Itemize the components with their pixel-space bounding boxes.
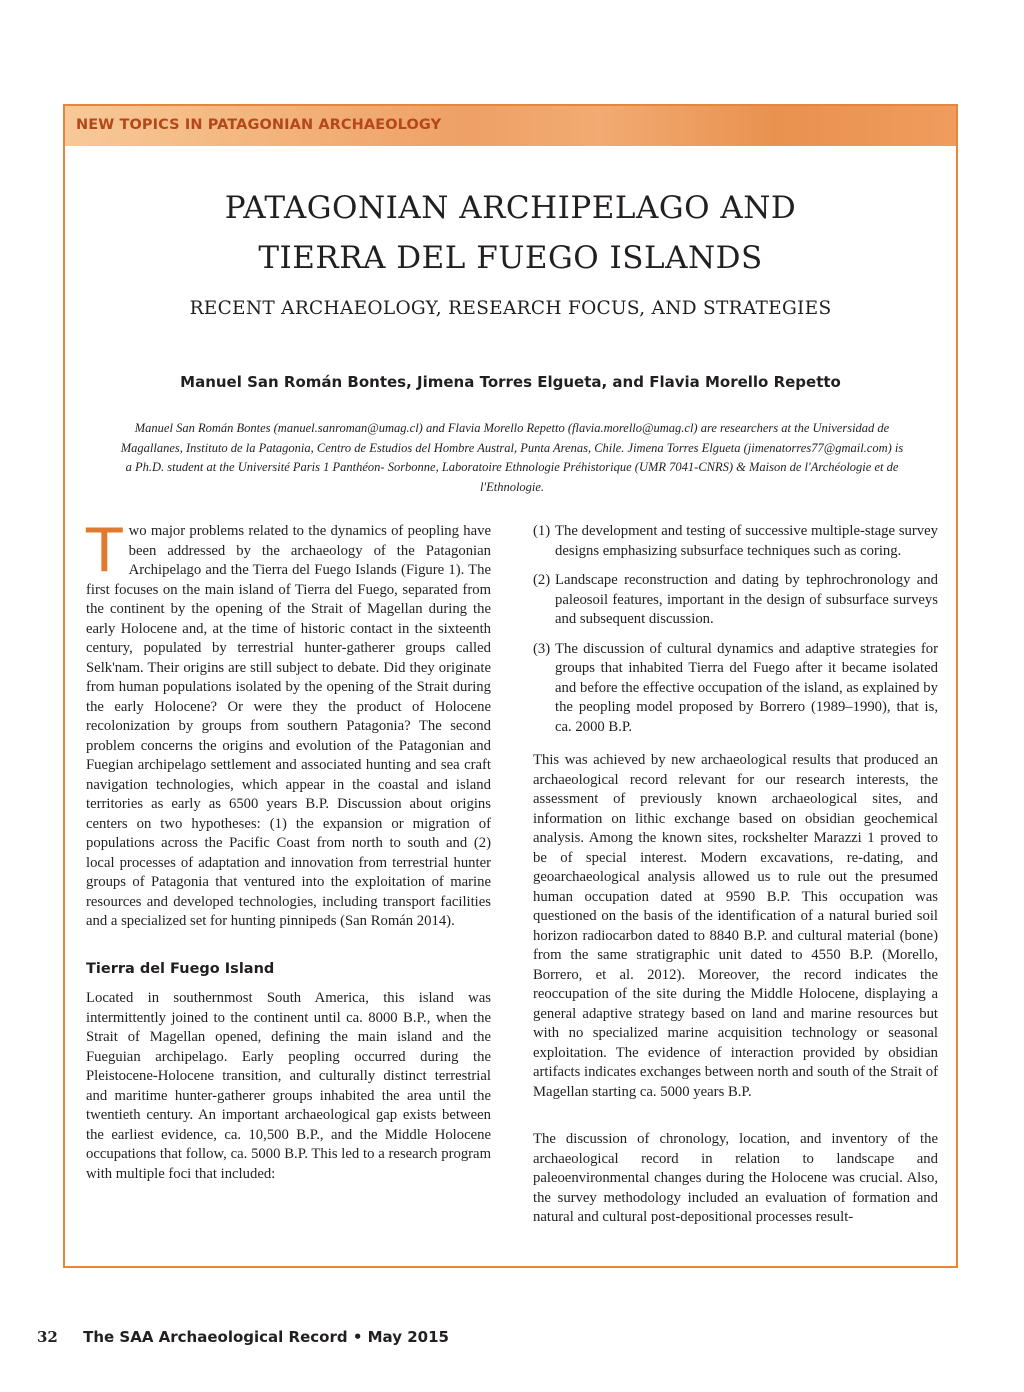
author-affiliation: Manuel San Román Bontes (manuel.sanroman@umag.cl) and Flavia Morello Repetto (flavia.morello@umag.cl) are researchers at the Universidad de Magallanes, Instituto de la Patagonia, Centro de Estudios del Hombre Austral, Punta Arenas, Chile. Jimena Torres Elgueta (jimenatorres77@gmail.com) is a Ph.D. student at the Université Paris 1 Panthéon- Sorbonne, Laboratoire Ethnologie Préhistorique (UMR 7041-CNRS) & Maison de l'Archéologie et de l'Ethnologie. bbox=[120, 421, 904, 494]
list-item-text: The development and testing of successive multiple-stage survey designs emphasizing subsurface techniques such as coring. bbox=[555, 523, 938, 559]
drop-cap: T bbox=[86, 516, 123, 586]
article-title-line-2: TIERRA DEL FUEGO ISLANDS bbox=[258, 240, 763, 276]
body-paragraph: The discussion of chronology, location, and inventory of the archaeological record in relation to landscape and paleoenvironmental changes during the Holocene was crucial. Also, the survey methodology included an evaluation of formation and natural and cultural post-depositional processes result- bbox=[533, 1131, 938, 1225]
body-paragraph: This was achieved by new archaeological results that produced an archaeological record relevant for our research interests, the assessment of previously known archaeological sites, and information on lithic exchange based on obsidian geochemical analysis. Among the known sites, rockshelter Marazzi 1 proved to be of special interest. Modern excavations, re-dating, and geoarchaeological analysis allowed us to rule out the presumed human occupation dated at 9590 B.P. This occupation was questioned on the basis of the identification of a natural buried soil horizon radiocarbon dated to 8840 B.P. and cultural material (bone) from the same stratigraphic unit dated to 4550 B.P. (Morello, Borrero, et al. 2012). Moreover, the record indicates the reoccupation of the site during the Middle Holocene, displaying a general adaptive strategy based on land and marine resources but with no specialized marine acquisition technology or seasonal exploitation. The evidence of interaction provided by obsidian artifacts indicates exchanges between north and south of the Strait of Magellan starting ca. 5000 years B.P. bbox=[533, 752, 938, 1100]
article-subtitle: RECENT ARCHAEOLOGY, RESEARCH FOCUS, AND STRATEGIES bbox=[189, 298, 832, 319]
list-item-text: Landscape reconstruction and dating by tephrochronology and paleosoil features, important in the design of subsurface surveys and subsequent discussion. bbox=[555, 572, 938, 627]
article-frame bbox=[63, 104, 958, 1268]
numbered-list-item bbox=[533, 522, 938, 561]
author-list: Manuel San Román Bontes, Jimena Torres Elgueta, and Flavia Morello Repetto bbox=[180, 373, 841, 391]
left-column bbox=[86, 516, 491, 1184]
section-banner bbox=[65, 106, 956, 146]
section-heading: Tierra del Fuego Island bbox=[86, 960, 275, 977]
numbered-list-item bbox=[533, 640, 938, 738]
page-footer bbox=[37, 1328, 449, 1346]
journal-name: The SAA Archaeological Record • May 2015 bbox=[83, 1328, 449, 1346]
right-column bbox=[533, 522, 938, 1228]
banner-label: NEW TOPICS IN PATAGONIAN ARCHAEOLOGY bbox=[76, 117, 442, 133]
section-paragraph: Located in southernmost South America, this island was intermittently joined to the continent until ca. 8000 B.P., when the Strait of Magellan opened, defining the main island and the Fueguian archipelago. Early peopling occurred during the Pleistocene-Holocene transition, and culturally distinct terrestrial and maritime hunter-gatherer groups inhabited the area until the twentieth century. An important archaeological gap exists between the earliest evidence, ca. 10,500 B.P., and the Middle Holocene occupations that follow, ca. 5000 B.P. This led to a research program with multiple foci that included: bbox=[86, 990, 491, 1182]
list-number: (2) bbox=[533, 572, 551, 588]
list-item-text: The discussion of cultural dynamics and adaptive strategies for groups that inhabited Tierra del Fuego after it became isolated and before the effective occupation of the island, as explained by the peopling model proposed by Borrero (1989–1990), that is, ca. 2000 B.P. bbox=[555, 640, 938, 735]
intro-text: wo major problems related to the dynamics of peopling have been addressed by the archaeology of the Patagonian Archipelago and the Tierra del Fuego Islands (Figure 1). The first focuses on the main island of Tierra del Fuego, separated from the continent by the opening of the Strait of Magellan during the early Holocene and, at the time of historic contact in the sixteenth century, populated by terrestrial hunter-gatherer groups called Selk'nam. Their origins are still subject to debate. Did they originate from human populations isolated by the opening of the Strait during the early Holocene? Or were they the product of Holocene recolonization by groups from southern Patagonia? The second problem concerns the origins and evolution of the Patagonian and Fuegian archipelago settlement and associated hunting and sea craft navigation technologies, which appear in the coastal and island territories as early as 6500 years B.P. Discussion about origins centers on two hypotheses: (1) the expansion or migration of populations across the Pacific Coast from north to south and (2) local processes of adaptation and innovation from terrestrial hunter groups of Patagonia that ventured into the exploitation of marine resources and developed technologies, including transport facilities and a specialized set for hunting pinnipeds (San Román 2014). bbox=[86, 523, 491, 929]
page-number: 32 bbox=[37, 1328, 58, 1346]
article-title-line-1: PATAGONIAN ARCHIPELAGO AND bbox=[224, 190, 797, 226]
intro-paragraph bbox=[86, 516, 491, 932]
numbered-list-item bbox=[533, 571, 938, 630]
list-number: (1) bbox=[533, 523, 551, 539]
list-number: (3) bbox=[533, 640, 551, 657]
